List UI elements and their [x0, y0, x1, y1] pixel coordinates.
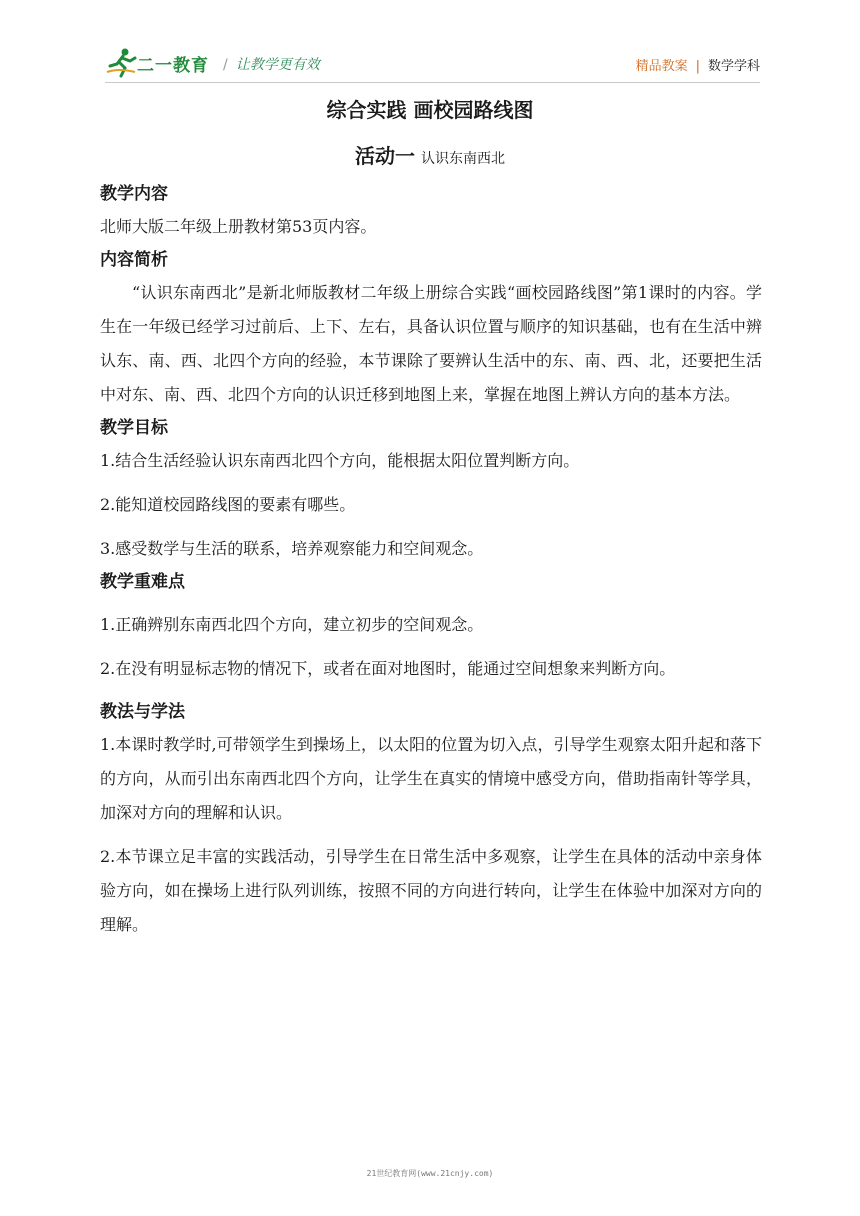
- slogan: [223, 54, 320, 74]
- header-rule: [105, 82, 760, 83]
- method-item: 2.本节课立足丰富的实践活动，引导学生在日常生活中多观察，让学生在具体的活动中亲身体验方向，如在操场上进行队列训练，按照不同的方向进行转向，让学生在体验中加深对方向的理解。: [100, 847, 762, 934]
- page-subtitle: [0, 140, 860, 169]
- document-body: [100, 178, 762, 942]
- activity-title: 活动一: [355, 144, 415, 168]
- section-heading-methods: 教法与学法: [100, 702, 185, 722]
- slogan-text: 让教学更有效: [235, 57, 320, 73]
- section-heading-goals: 教学目标: [100, 418, 168, 438]
- slash-divider: /: [223, 57, 228, 73]
- section-heading-analysis: 内容简析: [100, 250, 168, 270]
- goal-item: 1.结合生活经验认识东南西北四个方向，能根据太阳位置判断方向。: [100, 451, 580, 470]
- key-point-item: 1.正确辨别东南西北四个方向，建立初步的空间观念。: [100, 615, 484, 634]
- method-item: 1.本课时教学时,可带领学生到操场上，以太阳的位置为切入点，引导学生观察太阳升起和落下的方向，从而引出东南西北四个方向，让学生在真实的情境中感受方向，借助指南针等学具，加深对方向的理解和认识。: [100, 735, 762, 822]
- content-text: 北师大版二年级上册教材第53页内容。: [100, 217, 377, 236]
- page-title: 综合实践 画校园路线图: [326, 98, 534, 122]
- tag-label: 精品教案: [635, 59, 688, 74]
- subject-label: 数学学科: [707, 59, 760, 74]
- key-point-item: 2.在没有明显标志物的情况下，或者在面对地图时，能通过空间想象来判断方向。: [100, 659, 676, 678]
- logo-text: 二一教育: [137, 56, 209, 76]
- analysis-text: “认识东南西北”是新北师版教材二年级上册综合实践“画校园路线图”第1课时的内容。学生在一年级已经学习过前后、上下、左右，具备认识位置与顺序的知识基础，也有在生活中辨认东、南、西、北四个方向的经验，本节课除了要辨认生活中的东、南、西、北，还要把生活中对东、南、西、北四个方向的认识迁移到地图上来，掌握在地图上辨认方向的基本方法。: [100, 283, 762, 404]
- logo: [105, 46, 215, 78]
- runner-logo-icon: [105, 46, 139, 78]
- activity-subtitle: 认识东南西北: [421, 151, 505, 167]
- goal-item: 3.感受数学与生活的联系，培养观察能力和空间观念。: [100, 539, 484, 558]
- goal-item: 2.能知道校园路线图的要素有哪些。: [100, 495, 356, 514]
- section-heading-key-points: 教学重难点: [100, 572, 185, 592]
- header-right: [636, 55, 760, 74]
- page-header: [105, 46, 760, 82]
- page-footer: 21世纪教育网(www.21cnjy.com): [366, 1169, 494, 1178]
- header-separator: |: [695, 59, 700, 74]
- section-heading-content: 教学内容: [100, 184, 168, 204]
